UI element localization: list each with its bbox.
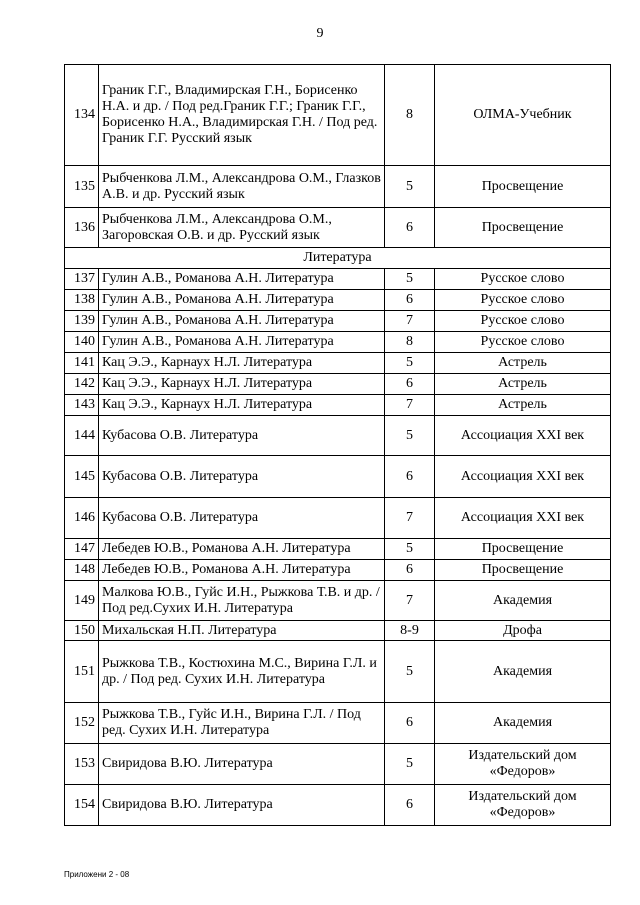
table-row xyxy=(65,581,611,621)
table-row xyxy=(65,641,611,703)
row-number: 134 xyxy=(65,65,99,166)
row-number: 147 xyxy=(65,539,99,560)
book-title-cell: Кац Э.Э., Карнаух Н.Л. Литература xyxy=(99,395,385,416)
book-title-cell: Кубасова О.В. Литература xyxy=(99,498,385,539)
table-row xyxy=(65,621,611,641)
grade-cell: 5 xyxy=(385,269,435,290)
publisher-cell: Астрель xyxy=(435,395,611,416)
publisher-cell: Издательский дом «Федоров» xyxy=(435,785,611,826)
book-title-cell: Гулин А.В., Романова А.Н. Литература xyxy=(99,269,385,290)
publisher-cell: ОЛМА-Учебник xyxy=(435,65,611,166)
row-number: 141 xyxy=(65,353,99,374)
row-number: 136 xyxy=(65,208,99,248)
textbook-table xyxy=(64,64,611,826)
row-number: 153 xyxy=(65,744,99,785)
row-number: 139 xyxy=(65,311,99,332)
grade-cell: 7 xyxy=(385,581,435,621)
book-title-cell: Рыбченкова Л.М., Александрова О.М., Загоровская О.В. и др. Русский язык xyxy=(99,208,385,248)
section-header-row xyxy=(65,248,611,269)
publisher-cell: Русское слово xyxy=(435,332,611,353)
table-row xyxy=(65,332,611,353)
grade-cell: 6 xyxy=(385,374,435,395)
table-row xyxy=(65,208,611,248)
row-number: 146 xyxy=(65,498,99,539)
grade-cell: 8 xyxy=(385,332,435,353)
grade-cell: 5 xyxy=(385,539,435,560)
book-title-cell: Свиридова В.Ю. Литература xyxy=(99,744,385,785)
book-title-cell: Рыжкова Т.В., Гуйс И.Н., Вирина Г.Л. / Под ред. Сухих И.Н. Литература xyxy=(99,703,385,744)
table-row xyxy=(65,374,611,395)
publisher-cell: Академия xyxy=(435,581,611,621)
book-title-cell: Гулин А.В., Романова А.Н. Литература xyxy=(99,311,385,332)
row-number: 145 xyxy=(65,456,99,498)
page-number: 9 xyxy=(316,26,324,41)
grade-cell: 6 xyxy=(385,703,435,744)
book-title-cell: Михальская Н.П. Литература xyxy=(99,621,385,641)
table-row xyxy=(65,395,611,416)
book-title-cell: Кубасова О.В. Литература xyxy=(99,416,385,456)
publisher-cell: Академия xyxy=(435,641,611,703)
row-number: 143 xyxy=(65,395,99,416)
row-number: 140 xyxy=(65,332,99,353)
grade-cell: 5 xyxy=(385,353,435,374)
publisher-cell: Дрофа xyxy=(435,621,611,641)
publisher-cell: Академия xyxy=(435,703,611,744)
publisher-cell: Ассоциация XXI век xyxy=(435,416,611,456)
book-title-cell: Гулин А.В., Романова А.Н. Литература xyxy=(99,290,385,311)
publisher-cell: Просвещение xyxy=(435,166,611,208)
row-number: 137 xyxy=(65,269,99,290)
table-row xyxy=(65,311,611,332)
grade-cell: 7 xyxy=(385,498,435,539)
row-number: 135 xyxy=(65,166,99,208)
section-title: Литература xyxy=(65,248,611,269)
grade-cell: 6 xyxy=(385,456,435,498)
row-number: 151 xyxy=(65,641,99,703)
row-number: 144 xyxy=(65,416,99,456)
grade-cell: 8-9 xyxy=(385,621,435,641)
publisher-cell: Издательский дом «Федоров» xyxy=(435,744,611,785)
book-title-cell: Свиридова В.Ю. Литература xyxy=(99,785,385,826)
table-row xyxy=(65,703,611,744)
grade-cell: 6 xyxy=(385,290,435,311)
publisher-cell: Просвещение xyxy=(435,539,611,560)
row-number: 148 xyxy=(65,560,99,581)
row-number: 150 xyxy=(65,621,99,641)
publisher-cell: Русское слово xyxy=(435,269,611,290)
book-title-cell: Гулин А.В., Романова А.Н. Литература xyxy=(99,332,385,353)
publisher-cell: Ассоциация XXI век xyxy=(435,498,611,539)
book-title-cell: Кац Э.Э., Карнаух Н.Л. Литература xyxy=(99,353,385,374)
grade-cell: 5 xyxy=(385,416,435,456)
publisher-cell: Астрель xyxy=(435,374,611,395)
publisher-cell: Астрель xyxy=(435,353,611,374)
grade-cell: 6 xyxy=(385,208,435,248)
grade-cell: 7 xyxy=(385,395,435,416)
grade-cell: 5 xyxy=(385,166,435,208)
row-number: 152 xyxy=(65,703,99,744)
row-number: 138 xyxy=(65,290,99,311)
textbook-table-body xyxy=(65,65,611,826)
grade-cell: 5 xyxy=(385,641,435,703)
table-row xyxy=(65,65,611,166)
book-title-cell: Кубасова О.В. Литература xyxy=(99,456,385,498)
grade-cell: 8 xyxy=(385,65,435,166)
book-title-cell: Граник Г.Г., Владимирская Г.Н., Борисенко Н.А. и др. / Под ред.Граник Г.Г.; Граник Г.Г., Борисенко Н.А., Владимирская Г.Н. / Под ред. Граник Г.Г. Русский язык xyxy=(99,65,385,166)
table-row xyxy=(65,498,611,539)
grade-cell: 7 xyxy=(385,311,435,332)
book-title-cell: Кац Э.Э., Карнаух Н.Л. Литература xyxy=(99,374,385,395)
grade-cell: 6 xyxy=(385,785,435,826)
row-number: 154 xyxy=(65,785,99,826)
publisher-cell: Русское слово xyxy=(435,290,611,311)
publisher-cell: Просвещение xyxy=(435,208,611,248)
publisher-cell: Ассоциация XXI век xyxy=(435,456,611,498)
table-row xyxy=(65,785,611,826)
table-row xyxy=(65,290,611,311)
book-title-cell: Лебедев Ю.В., Романова А.Н. Литература xyxy=(99,539,385,560)
table-row xyxy=(65,744,611,785)
table-row xyxy=(65,456,611,498)
book-title-cell: Рыжкова Т.В., Костюхина М.С., Вирина Г.Л. и др. / Под ред. Сухих И.Н. Литература xyxy=(99,641,385,703)
publisher-cell: Просвещение xyxy=(435,560,611,581)
table-row xyxy=(65,166,611,208)
row-number: 142 xyxy=(65,374,99,395)
table-row xyxy=(65,539,611,560)
table-row xyxy=(65,353,611,374)
table-row xyxy=(65,560,611,581)
table-row xyxy=(65,269,611,290)
table-row xyxy=(65,416,611,456)
book-title-cell: Малкова Ю.В., Гуйс И.Н., Рыжкова Т.В. и др. / Под ред.Сухих И.Н. Литература xyxy=(99,581,385,621)
book-title-cell: Рыбченкова Л.М., Александрова О.М., Глазков А.В. и др. Русский язык xyxy=(99,166,385,208)
row-number: 149 xyxy=(65,581,99,621)
footer-note: Приложени 2 - 08 xyxy=(64,870,130,879)
grade-cell: 5 xyxy=(385,744,435,785)
publisher-cell: Русское слово xyxy=(435,311,611,332)
grade-cell: 6 xyxy=(385,560,435,581)
book-title-cell: Лебедев Ю.В., Романова А.Н. Литература xyxy=(99,560,385,581)
